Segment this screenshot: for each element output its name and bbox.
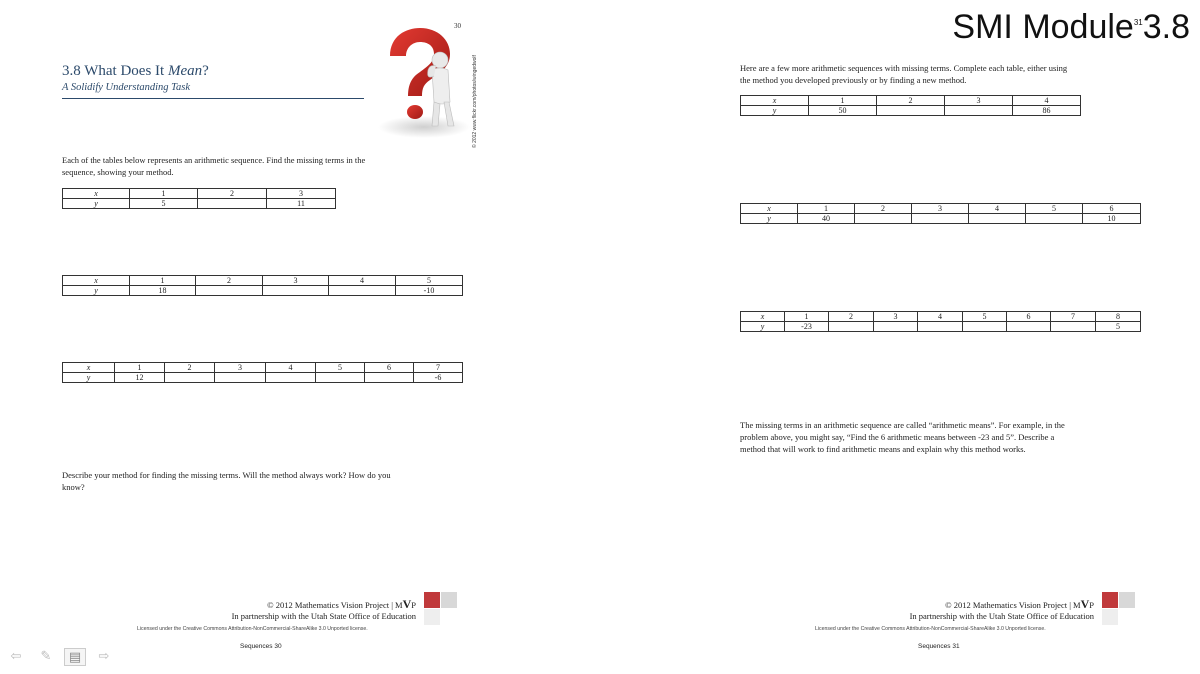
mvp-logo-light xyxy=(424,609,440,625)
left-question-text: Describe your method for finding the missing terms. Will the method always work? How do you know? xyxy=(62,470,391,492)
table-cell: 5 xyxy=(316,363,365,373)
table-cell[interactable] xyxy=(329,286,396,296)
license-line: Licensed under the Creative Commons Attribution-NonCommercial-ShareAlike 3.0 Unported license. xyxy=(815,626,1046,632)
table-cell: 11 xyxy=(267,199,336,209)
table-row-label: y xyxy=(63,373,115,383)
table-cell[interactable] xyxy=(165,373,215,383)
table-cell: 5 xyxy=(963,312,1007,322)
table-cell: 8 xyxy=(1096,312,1141,322)
question-mark-figure-icon xyxy=(362,22,472,140)
table-row-label: y xyxy=(741,106,809,116)
table-cell: 7 xyxy=(414,363,463,373)
table-cell: 3 xyxy=(215,363,266,373)
table-row-label: y xyxy=(741,322,785,332)
table-cell: 3 xyxy=(945,96,1013,106)
table-cell[interactable] xyxy=(829,322,874,332)
table-cell[interactable] xyxy=(874,322,918,332)
table-cell: 6 xyxy=(1083,204,1141,214)
slide-title: SMI Module$^{31}$3.8 xyxy=(952,8,1190,46)
left-intro-text: Each of the tables below represents an arithmetic sequence. Find the missing terms in the sequence, showing your method. xyxy=(62,155,366,177)
table-cell[interactable] xyxy=(969,214,1026,224)
table-cell: 3 xyxy=(912,204,969,214)
table-cell: 1 xyxy=(130,189,198,199)
mvp-logo-red xyxy=(424,592,440,608)
mvp-logo-gray xyxy=(441,592,457,608)
mvp-logo-red xyxy=(1102,592,1118,608)
partnership-line: In partnership with the Utah State Office of Education xyxy=(231,611,416,621)
x-label: x xyxy=(63,189,130,199)
table-cell: 6 xyxy=(1007,312,1051,322)
page-number: 30 xyxy=(454,22,461,30)
task-subtitle: A Solidify Understanding Task xyxy=(62,82,191,93)
table-cell: 2 xyxy=(198,189,267,199)
back-arrow-icon[interactable]: ⇦ xyxy=(10,648,22,664)
table-cell: 4 xyxy=(918,312,963,322)
table-cell: 6 xyxy=(365,363,414,373)
table-cell: 18 xyxy=(130,286,196,296)
notes-icon[interactable]: ▤ xyxy=(64,648,86,666)
copyright-line: © 2012 Mathematics Vision Project | MVP xyxy=(945,597,1094,611)
table-cell[interactable] xyxy=(1007,322,1051,332)
table-cell: 1 xyxy=(130,276,196,286)
table-cell: 7 xyxy=(1051,312,1096,322)
mvp-logo-light xyxy=(1102,609,1118,625)
table-cell: -6 xyxy=(414,373,463,383)
table-row-label: y xyxy=(63,286,130,296)
table-row-label: x xyxy=(63,363,115,373)
task-title: 3.8 What Does It Mean? xyxy=(62,63,209,79)
table-row-label: x xyxy=(741,96,809,106)
image-credit: © 2012 www.flickr.com/photos/wingedwolf xyxy=(472,55,478,148)
table-cell[interactable] xyxy=(1051,322,1096,332)
forward-arrow-icon[interactable]: ⇨ xyxy=(98,648,110,664)
sequence-table-1 xyxy=(62,188,336,209)
table-cell: 1 xyxy=(785,312,829,322)
table-cell[interactable] xyxy=(918,322,963,332)
sequence-table-3 xyxy=(62,362,463,383)
table-cell[interactable] xyxy=(855,214,912,224)
table-cell[interactable] xyxy=(877,106,945,116)
table-cell: 1 xyxy=(115,363,165,373)
table-cell[interactable] xyxy=(266,373,316,383)
table-cell[interactable] xyxy=(945,106,1013,116)
sequence-table-5 xyxy=(740,203,1141,224)
table-cell: 40 xyxy=(798,214,855,224)
license-line: Licensed under the Creative Commons Attribution-NonCommercial-ShareAlike 3.0 Unported license. xyxy=(137,626,368,632)
table-cell[interactable] xyxy=(215,373,266,383)
table-row-label: x xyxy=(741,204,798,214)
table-cell: 1 xyxy=(809,96,877,106)
sequence-table-2 xyxy=(62,275,463,296)
table-cell: 1 xyxy=(798,204,855,214)
table-cell: 4 xyxy=(1013,96,1081,106)
table-cell: 2 xyxy=(877,96,945,106)
title-divider xyxy=(62,98,364,99)
table-cell: 2 xyxy=(855,204,912,214)
table-row-label: x xyxy=(741,312,785,322)
page-footer-label: Sequences 31 xyxy=(918,643,960,650)
right-intro-text: Here are a few more arithmetic sequences with missing terms. Complete each table, either using the method you developed previously or by finding a new method. xyxy=(740,63,1068,85)
table-cell: 5 xyxy=(1096,322,1141,332)
table-cell: 4 xyxy=(969,204,1026,214)
sequence-table-6 xyxy=(740,311,1141,332)
table-cell[interactable] xyxy=(316,373,365,383)
table-cell[interactable] xyxy=(263,286,329,296)
table-cell: 3 xyxy=(263,276,329,286)
table-cell: 2 xyxy=(829,312,874,322)
table-cell: 2 xyxy=(165,363,215,373)
table-cell: 3 xyxy=(267,189,336,199)
pen-icon[interactable]: ✎ xyxy=(40,648,52,664)
table-cell: 3 xyxy=(874,312,918,322)
table-cell: 4 xyxy=(266,363,316,373)
table-cell[interactable] xyxy=(365,373,414,383)
sequence-table-4 xyxy=(740,95,1081,116)
table-cell: 10 xyxy=(1083,214,1141,224)
mvp-logo-gray xyxy=(1119,592,1135,608)
table-row-label: y xyxy=(741,214,798,224)
partnership-line: In partnership with the Utah State Office of Education xyxy=(909,611,1094,621)
table-cell: 5 xyxy=(130,199,198,209)
table-cell: 5 xyxy=(1026,204,1083,214)
table-cell: -23 xyxy=(785,322,829,332)
missing-term-cell[interactable] xyxy=(198,199,267,209)
table-cell[interactable] xyxy=(912,214,969,224)
table-cell: -10 xyxy=(396,286,463,296)
table-cell: 12 xyxy=(115,373,165,383)
table-cell[interactable] xyxy=(196,286,263,296)
page-footer-label: Sequences 30 xyxy=(240,643,282,650)
table-cell: 5 xyxy=(396,276,463,286)
copyright-line: © 2012 Mathematics Vision Project | MVP xyxy=(267,597,416,611)
y-label: y xyxy=(63,199,130,209)
table-cell: 4 xyxy=(329,276,396,286)
table-cell[interactable] xyxy=(963,322,1007,332)
table-cell: 2 xyxy=(196,276,263,286)
table-cell[interactable] xyxy=(1026,214,1083,224)
arithmetic-means-text: The missing terms in an arithmetic sequence are called “arithmetic means”. For example, in the problem above, you might say, “Find the 6 arithmetic means between -23 and 5”. Describe a method that will work to find arithmetic means and explain why this method works. xyxy=(740,420,1065,454)
table-row-label: x xyxy=(63,276,130,286)
table-cell: 50 xyxy=(809,106,877,116)
table-cell: 86 xyxy=(1013,106,1081,116)
